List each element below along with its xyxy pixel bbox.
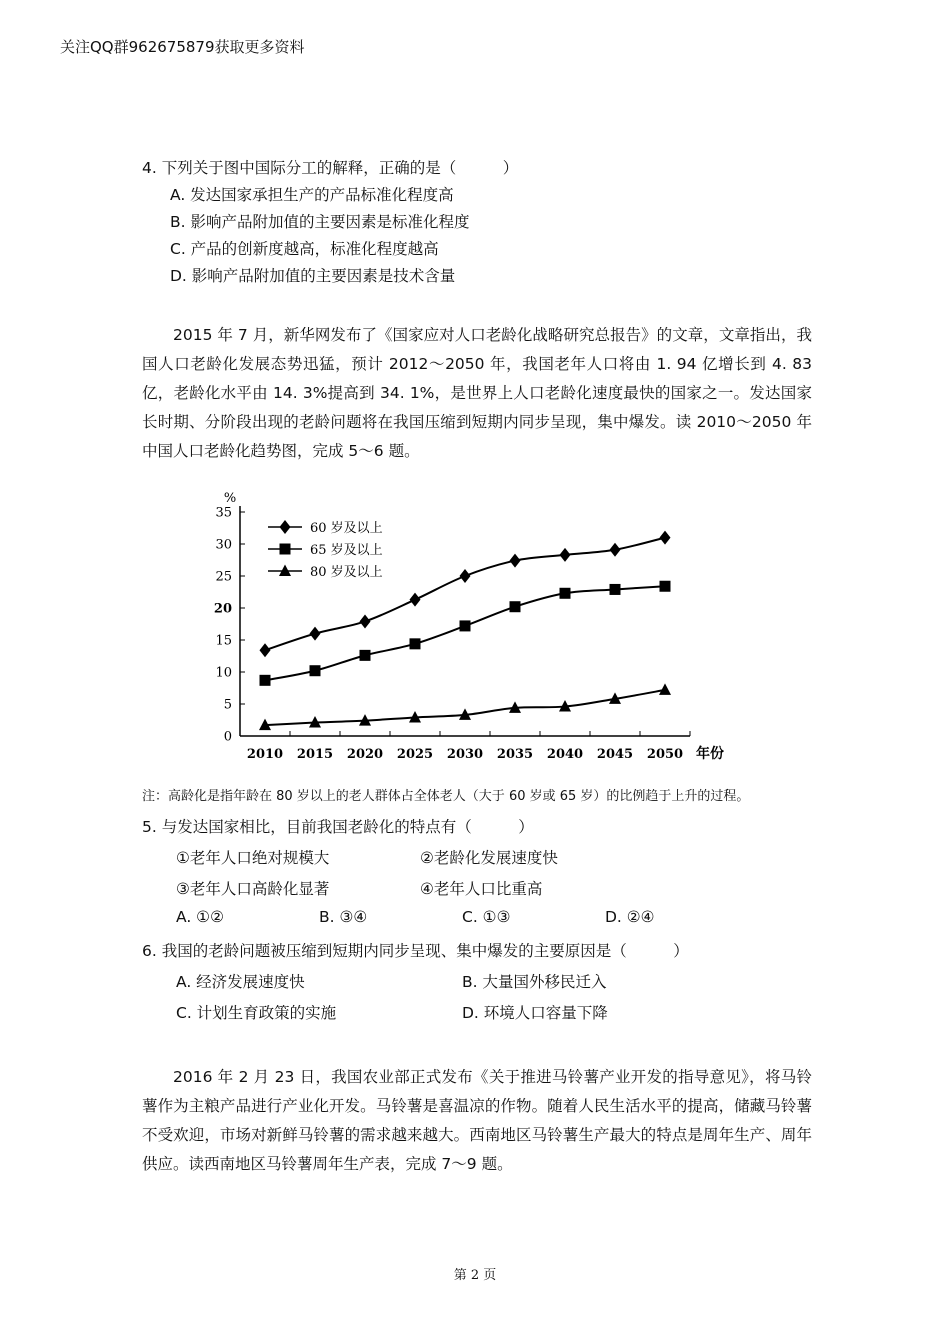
data-point-square [560, 588, 571, 599]
question-4-stem: 4. 下列关于图中国际分工的解释，正确的是（ ） [142, 159, 519, 177]
x-tick-label: 2030 [446, 747, 484, 762]
question-5-option-a: A. ①② [176, 908, 224, 926]
data-point-square [460, 620, 471, 631]
legend-label: 80 岁及以上 [310, 565, 383, 580]
question-4-option-a: A. 发达国家承担生产的产品标准化程度高 [170, 186, 454, 204]
y-tick-label: 5 [223, 697, 232, 713]
data-point-square [260, 675, 271, 686]
x-tick-label: 2035 [496, 747, 534, 762]
data-point-square [410, 638, 421, 649]
question-6-stem: 6. 我国的老龄问题被压缩到短期内同步呈现、集中爆发的主要原因是（ ） [142, 942, 689, 960]
y-tick-label: 35 [215, 505, 232, 521]
question-4-option-d: D. 影响产品附加值的主要因素是技术含量 [170, 267, 456, 285]
series-line-2 [265, 586, 665, 680]
data-point-triangle [659, 683, 671, 695]
aging-trend-chart [200, 480, 760, 780]
y-tick-label: 30 [215, 537, 232, 553]
data-point-square [510, 601, 521, 612]
question-5-option-b: B. ③④ [319, 908, 368, 926]
question-5-item-4: ④老年人口比重高 [420, 880, 543, 898]
legend-label: 65 岁及以上 [310, 543, 383, 558]
passage-aging: 2015 年 7 月，新华网发布了《国家应对人口老龄化战略研究总报告》的文章，文章指出，我国人口老龄化发展态势迅猛，预计 2012～2050 年，我国老年人口将由 1. 94 亿增长到 4. 83 亿，老龄化水平由 14. 3%提高到 34. 1%，是世界上人口老龄化速度最快的国家之一。发达国家长时期、分阶段出现的老龄问题将在我国压缩到短期内同步呈现，集中爆发。读 2010～2050 年中国人口老龄化趋势图，完成 5～6 题。 [142, 326, 812, 460]
question-5-item-3: ③老年人口高龄化显著 [176, 880, 330, 898]
x-tick-label: 2040 [546, 747, 584, 762]
y-tick-label: 10 [215, 665, 232, 681]
data-point-square [310, 665, 321, 676]
data-point-diamond [460, 569, 471, 583]
question-5-item-2: ②老龄化发展速度快 [420, 849, 558, 867]
page-header: 关注QQ群962675879获取更多资料 [60, 38, 305, 56]
x-axis-label: 年份 [696, 746, 724, 762]
data-point-diamond [260, 643, 271, 657]
page-number: 第 2 页 [453, 1268, 497, 1283]
data-point-diamond [410, 593, 421, 607]
question-6-option-b: B. 大量国外移民迁入 [462, 973, 607, 991]
question-4-option-c: C. 产品的创新度越高，标准化程度越高 [170, 240, 439, 258]
x-tick-label: 2045 [596, 747, 634, 762]
data-point-diamond [510, 554, 521, 568]
y-tick-label: 15 [215, 633, 232, 649]
data-point-square [660, 581, 671, 592]
question-6-option-c: C. 计划生育政策的实施 [176, 1004, 337, 1022]
chart-note: 注：高龄化是指年龄在 80 岁以上的老人群体占全体老人（大于 60 岁或 65 岁）的比例趋于上升的过程。 [142, 789, 750, 804]
data-point-square [360, 650, 371, 661]
y-tick-label: 0 [223, 729, 232, 745]
legend-marker-square [280, 544, 291, 555]
question-4-option-b: B. 影响产品附加值的主要因素是标准化程度 [170, 213, 470, 231]
y-tick-label: 20 [213, 601, 232, 617]
data-point-diamond [560, 548, 571, 562]
x-tick-label: 2010 [246, 747, 284, 762]
question-5-option-c: C. ①③ [462, 908, 511, 926]
question-5-stem: 5. 与发达国家相比，目前我国老龄化的特点有（ ） [142, 818, 534, 836]
question-6-option-a: A. 经济发展速度快 [176, 973, 305, 991]
y-axis-label: % [223, 491, 237, 506]
x-tick-label: 2015 [296, 747, 334, 762]
data-point-diamond [610, 543, 621, 557]
data-point-diamond [310, 627, 321, 641]
x-tick-label: 2025 [396, 747, 434, 762]
x-tick-label: 2050 [646, 747, 684, 762]
legend-label: 60 岁及以上 [310, 521, 383, 536]
data-point-diamond [360, 614, 371, 628]
data-point-square [610, 584, 621, 595]
data-point-diamond [660, 531, 671, 545]
x-tick-label: 2020 [346, 747, 384, 762]
question-5-item-1: ①老年人口绝对规模大 [176, 849, 330, 867]
question-6-option-d: D. 环境人口容量下降 [462, 1004, 608, 1022]
y-tick-label: 25 [215, 569, 232, 585]
legend-marker-diamond [280, 520, 291, 534]
question-5-option-d: D. ②④ [605, 908, 655, 926]
passage-potato: 2016 年 2 月 23 日，我国农业部正式发布《关于推进马铃薯产业开发的指导意见》，将马铃薯作为主粮产品进行产业化开发。马铃薯是喜温凉的作物。随着人民生活水平的提高，储藏马铃薯不受欢迎，市场对新鲜马铃薯的需求越来越大。西南地区马铃薯生产最大的特点是周年生产、周年供应。读西南地区马铃薯周年生产表，完成 7～9 题。 [142, 1068, 812, 1173]
